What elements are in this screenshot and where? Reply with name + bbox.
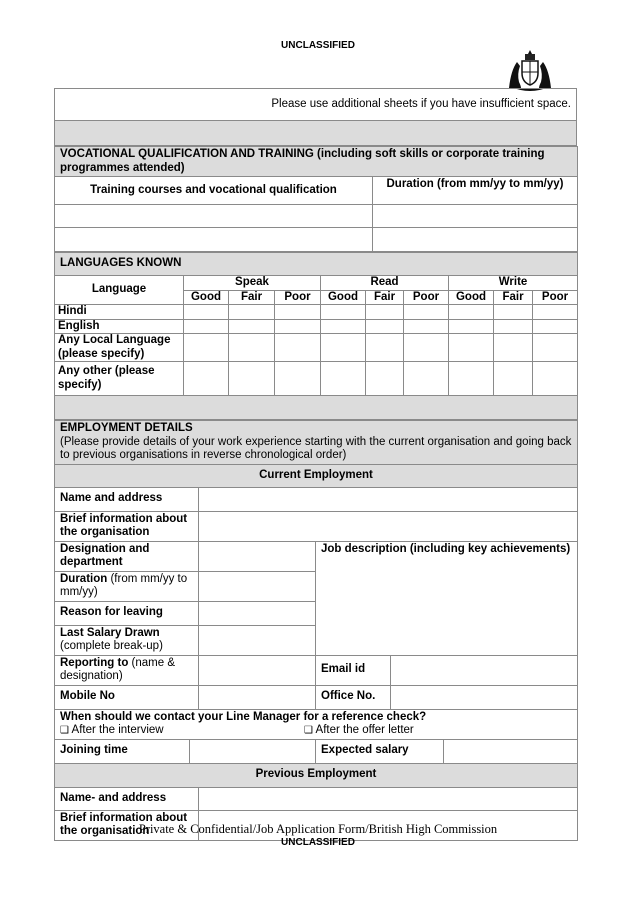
section-spacer [55,121,577,146]
training-duration-input-1[interactable] [373,205,578,228]
level-good: Good [321,290,366,305]
language-cell[interactable] [494,362,533,396]
label-last-salary: Last Salary Drawn (complete break-up) [55,625,199,655]
expected-salary-input[interactable] [444,739,578,763]
training-duration-input-2[interactable] [373,228,578,252]
language-cell[interactable] [229,305,275,320]
language-cell[interactable] [366,319,404,334]
level-poor: Poor [533,290,578,305]
option-after-interview[interactable]: ❑ After the interview [60,724,164,736]
label-brief-info: Brief information about the organisation [55,511,199,541]
language-cell[interactable] [184,305,229,320]
current-duration-input[interactable] [199,571,316,601]
label-reason-leaving: Reason for leaving [55,601,199,625]
footer-text: Private & Confidential/Job Application Form/British High Commission [138,822,498,836]
language-row-english [55,319,578,334]
form-top-table [54,88,577,146]
language-label: Hindi [55,305,184,320]
checkbox-icon[interactable]: ❑ [60,725,69,736]
languages-section-title: LANGUAGES KNOWN [55,253,578,276]
language-label: Any other (please specify) [55,362,184,396]
section-spacer [55,396,578,420]
language-cell[interactable] [449,305,494,320]
insufficient-space-notice: Please use additional sheets if you have insufficient space. [55,89,577,121]
languages-table [54,252,578,420]
label-email: Email id [316,655,391,685]
group-read: Read [321,276,449,291]
language-cell[interactable] [184,319,229,334]
language-label: English [55,319,184,334]
language-cell[interactable] [184,362,229,396]
language-cell[interactable] [449,319,494,334]
joining-time-input[interactable] [190,739,316,763]
vocational-section-title: VOCATIONAL QUALIFICATION AND TRAINING (including soft skills or corporate training programmes attended) [55,147,578,177]
label-prev-brief-info: Brief information about the organisation [55,810,199,840]
current-office-input[interactable] [391,685,578,709]
language-row-other [55,362,578,396]
vocational-table [54,146,578,252]
language-cell[interactable] [321,305,366,320]
label-duration: Duration (from mm/yy to mm/yy) [55,571,199,601]
current-brief-info-input[interactable] [199,511,578,541]
group-speak: Speak [184,276,321,291]
level-good: Good [184,290,229,305]
employment-table [54,420,578,841]
label-office: Office No. [316,685,391,709]
language-cell[interactable] [404,334,449,362]
label-designation: Designation and department [55,541,199,571]
option-after-offer[interactable]: ❑ After the offer letter [304,724,414,736]
current-email-input[interactable] [391,655,578,685]
level-fair: Fair [494,290,533,305]
language-cell[interactable] [321,334,366,362]
current-mobile-input[interactable] [199,685,316,709]
language-cell[interactable] [449,362,494,396]
royal-coat-of-arms-icon [505,48,555,92]
level-fair: Fair [366,290,404,305]
language-label: Any Local Language (please specify) [55,334,184,362]
language-cell[interactable] [366,334,404,362]
label-name-address: Name and address [55,487,199,511]
reference-check-row [55,709,578,739]
level-poor: Poor [275,290,321,305]
language-cell[interactable] [229,334,275,362]
training-course-input-2[interactable] [55,228,373,252]
language-cell[interactable] [494,319,533,334]
language-cell[interactable] [275,305,321,320]
language-cell[interactable] [404,362,449,396]
checkbox-icon[interactable]: ❑ [304,725,313,736]
label-expected-salary: Expected salary [316,739,444,763]
language-cell[interactable] [533,305,578,320]
application-form [54,88,577,841]
col-training-course: Training courses and vocational qualification [55,177,373,205]
language-cell[interactable] [533,334,578,362]
language-cell[interactable] [404,305,449,320]
label-mobile: Mobile No [55,685,199,709]
language-cell[interactable] [321,362,366,396]
current-name-address-input[interactable] [199,487,578,511]
language-row-hindi [55,305,578,320]
language-cell[interactable] [184,334,229,362]
previous-name-address-input[interactable] [199,787,578,810]
language-cell[interactable] [533,362,578,396]
language-cell[interactable] [494,334,533,362]
col-duration: Duration (from mm/yy to mm/yy) [373,177,578,205]
current-designation-input[interactable] [199,541,316,571]
label-prev-name-address: Name- and address [55,787,199,810]
level-fair: Fair [229,290,275,305]
current-reporting-input[interactable] [199,655,316,685]
current-salary-input[interactable] [199,625,316,655]
language-cell[interactable] [321,319,366,334]
job-description-field[interactable]: Job description (including key achievements) [316,541,578,655]
language-cell[interactable] [533,319,578,334]
previous-employment-title: Previous Employment [55,763,578,787]
language-cell[interactable] [366,362,404,396]
classification-footer: UNCLASSIFIED [281,837,355,848]
language-cell[interactable] [229,362,275,396]
language-cell[interactable] [366,305,404,320]
language-cell[interactable] [275,334,321,362]
current-reason-input[interactable] [199,601,316,625]
level-good: Good [449,290,494,305]
language-cell[interactable] [494,305,533,320]
language-cell[interactable] [275,319,321,334]
level-poor: Poor [404,290,449,305]
language-cell[interactable] [229,319,275,334]
language-row-local [55,334,578,362]
label-reporting-to: Reporting to (name & designation) [55,655,199,685]
language-cell[interactable] [449,334,494,362]
classification-header: UNCLASSIFIED [281,40,355,51]
training-course-input-1[interactable] [55,205,373,228]
col-language: Language [55,276,184,305]
reference-question: When should we contact your Line Manager for a reference check? [60,710,427,723]
language-cell[interactable] [275,362,321,396]
group-write: Write [449,276,578,291]
employment-section-title: EMPLOYMENT DETAILS (Please provide details of your work experience starting with the current organisation and going back to previous organisations in reverse chronological order) [55,421,578,465]
label-joining-time: Joining time [55,739,190,763]
language-cell[interactable] [404,319,449,334]
current-employment-title: Current Employment [55,464,578,487]
